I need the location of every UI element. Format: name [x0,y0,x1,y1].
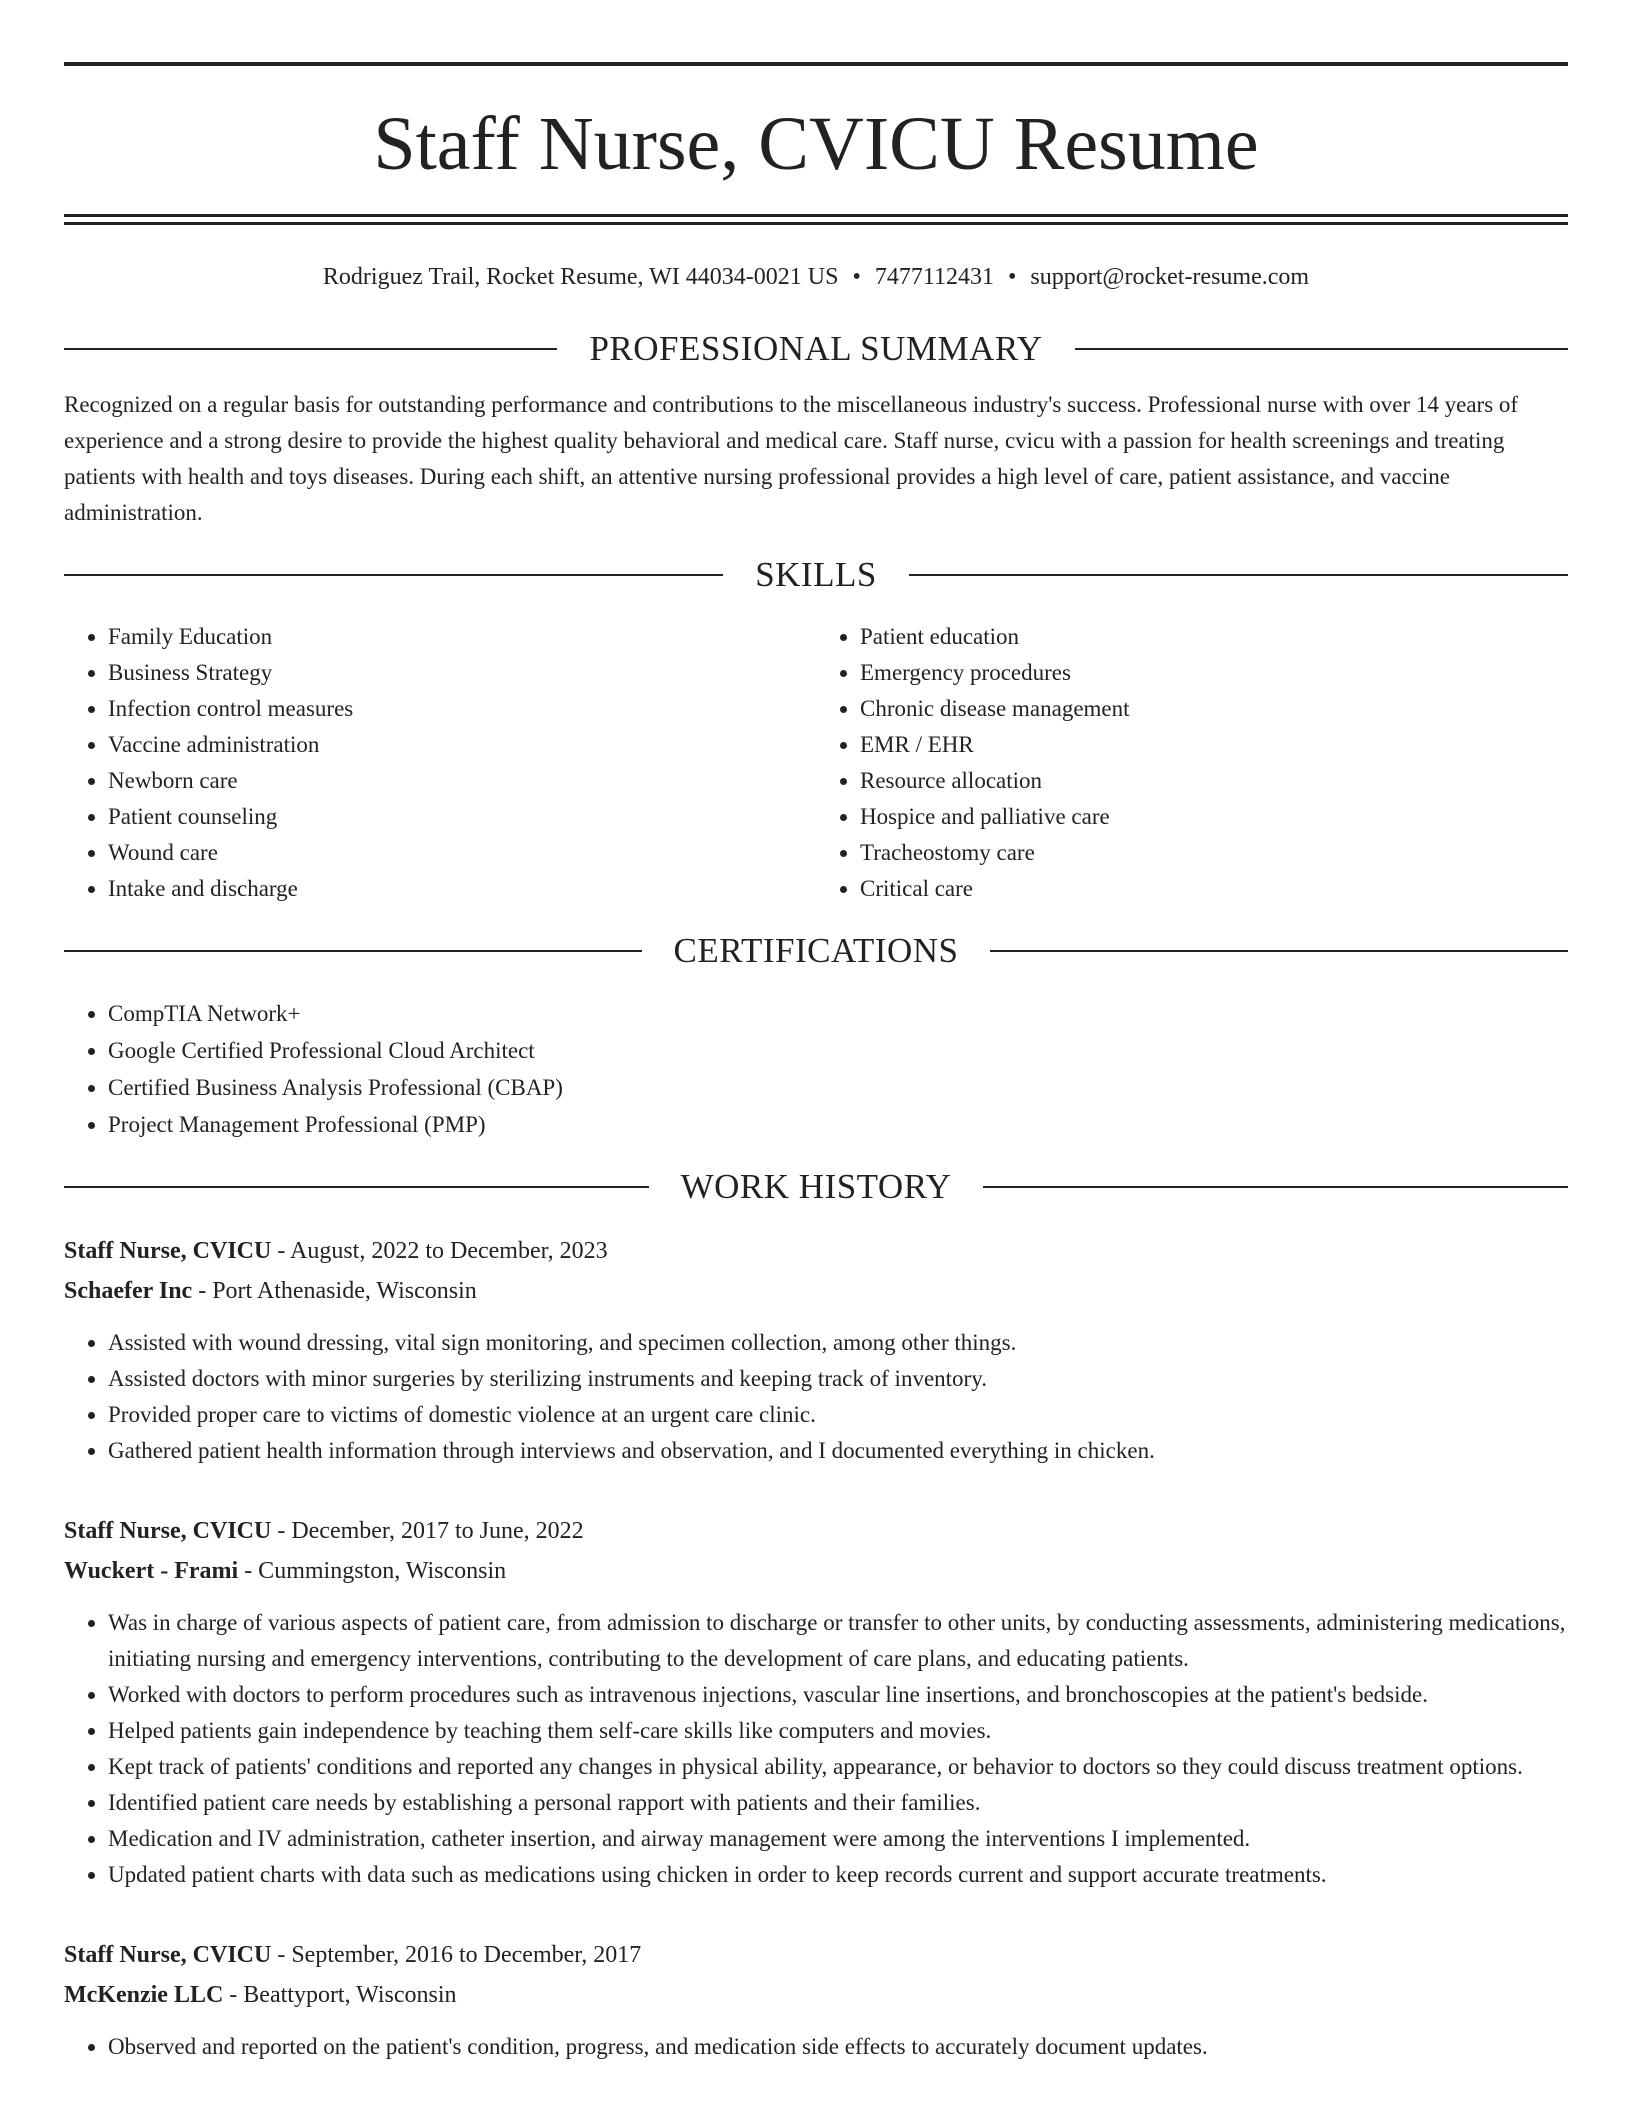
job-bullet: • Provided proper care to victims of domestic violence at an urgent care clinic. [108,1397,1568,1433]
job-title: Staff Nurse, CVICU [64,1238,272,1264]
certifications-heading: CERTIFICATIONS [673,931,959,970]
skill-item: • Infection control measures [108,691,816,727]
job-bullet: • Worked with doctors to perform procedures such as intravenous injections, vascular line insertions, and bronchoscopies at the patient's bedside. [108,1677,1568,1713]
skill-item: • Wound care [108,835,816,871]
job-bullet: • Identified patient care needs by establishing a personal rapport with patients and their families. [108,1785,1568,1821]
contact-separator: • [1007,264,1017,290]
job-company-line [64,1271,1568,1311]
certification-item: • Certified Business Analysis Professional (CBAP) [108,1069,1568,1106]
skill-item: • Patient education [860,619,1568,655]
summary-heading: PROFESSIONAL SUMMARY [589,329,1043,368]
skill-item: • Chronic disease management [860,691,1568,727]
job-bullets [64,1605,1568,1893]
job-bullet: • Assisted with wound dressing, vital sign monitoring, and specimen collection, among other things. [108,1325,1568,1361]
job-title: Staff Nurse, CVICU [64,1518,272,1544]
heading-rule [64,1186,649,1188]
job-dates: - September, 2016 to December, 2017 [271,1942,642,1968]
summary-text: Recognized on a regular basis for outstanding performance and contributions to the miscellaneous industry's success. Professional nurse with over 14 years of experience and a strong desire to provide the highest quality behavioral and medical care. Staff nurse, cvicu with a passion for health screenings and treating patients with health and toys diseases. During each shift, an attentive nursing professional provides a high level of care, patient assistance, and vaccine administration. [64,392,1519,525]
heading-rule [990,950,1568,952]
skills-section-heading [64,553,1568,597]
resume-page [64,62,1568,2065]
job-location: - Port Athenaside, Wisconsin [192,1278,477,1304]
job-title: Staff Nurse, CVICU [64,1942,272,1968]
skill-item: • Business Strategy [108,655,816,691]
skills-list-right [816,619,1568,907]
skill-item: • Critical care [860,871,1568,907]
summary-section-heading [64,327,1568,371]
skill-item: • Hospice and palliative care [860,799,1568,835]
certifications-list [64,995,1568,1143]
heading-rule [1075,348,1568,350]
job-entry [64,1231,1568,1469]
certifications-section-heading [64,929,1568,973]
heading-rule [64,348,557,350]
contact-email: support@rocket-resume.com [1030,264,1310,290]
job-entry [64,1935,1568,2065]
job-dates: - August, 2022 to December, 2023 [271,1238,608,1264]
job-company-line [64,1975,1568,2015]
certification-item: • Project Management Professional (PMP) [108,1106,1568,1143]
certification-item: • CompTIA Network+ [108,995,1568,1032]
contact-line [64,261,1568,293]
job-bullet: • Assisted doctors with minor surgeries by sterilizing instruments and keeping track of inventory. [108,1361,1568,1397]
job-bullet: • Helped patients gain independence by teaching them self-care skills like computers and movies. [108,1713,1568,1749]
job-bullet: • Was in charge of various aspects of patient care, from admission to discharge or transfer to other units, by conducting assessments, administering medications, initiating nursing and emergency interventions, contributing to the development of care plans, and educating patients. [108,1605,1568,1677]
job-location: - Beattyport, Wisconsin [223,1982,457,2008]
skill-item: • Newborn care [108,763,816,799]
job-entry [64,1511,1568,1893]
skill-item: • Vaccine administration [108,727,816,763]
work-section-heading [64,1165,1568,1209]
top-rule [64,62,1568,66]
title-double-rule [64,214,1568,225]
job-title-line [64,1935,1568,1975]
skill-item: • EMR / EHR [860,727,1568,763]
job-bullet: • Medication and IV administration, catheter insertion, and airway management were among the interventions I implemented. [108,1821,1568,1857]
skill-item: • Family Education [108,619,816,655]
job-bullet: • Kept track of patients' conditions and reported any changes in physical ability, appearance, or behavior to doctors so they could discuss treatment options. [108,1749,1568,1785]
contact-separator: • [852,264,861,290]
skill-item: • Tracheostomy care [860,835,1568,871]
job-company-line [64,1551,1568,1591]
job-title-line [64,1231,1568,1271]
skills-heading: SKILLS [755,555,877,594]
skills-columns [64,619,1568,907]
job-title-line [64,1511,1568,1551]
job-dates: - December, 2017 to June, 2022 [271,1518,584,1544]
heading-rule [909,574,1568,576]
contact-address: Rodriguez Trail, Rocket Resume, WI 44034-0021 US [322,264,839,290]
heading-rule [983,1186,1568,1188]
job-bullet: • Observed and reported on the patient's condition, progress, and medication side effects to accurately document updates. [108,2029,1568,2065]
resume-title: Staff Nurse, CVICU Resume [373,102,1259,186]
job-company: Schaefer Inc [64,1278,193,1304]
skill-item: • Patient counseling [108,799,816,835]
skill-item: • Intake and discharge [108,871,816,907]
heading-rule [64,950,642,952]
job-company: Wuckert - Frami [64,1558,239,1584]
job-bullets [64,2029,1568,2065]
job-bullet: • Gathered patient health information through interviews and observation, and I documented everything in chicken. [108,1433,1568,1469]
job-bullet: • Updated patient charts with data such as medications using chicken in order to keep records current and support accurate treatments. [108,1857,1568,1893]
contact-phone: 7477112431 [874,264,994,290]
job-bullets [64,1325,1568,1469]
job-company: McKenzie LLC [64,1982,224,2008]
heading-rule [64,574,723,576]
skills-list-left [64,619,816,907]
certification-item: • Google Certified Professional Cloud Architect [108,1032,1568,1069]
skill-item: • Emergency procedures [860,655,1568,691]
work-heading: WORK HISTORY [680,1167,952,1206]
job-location: - Cummingston, Wisconsin [238,1558,507,1584]
skill-item: • Resource allocation [860,763,1568,799]
